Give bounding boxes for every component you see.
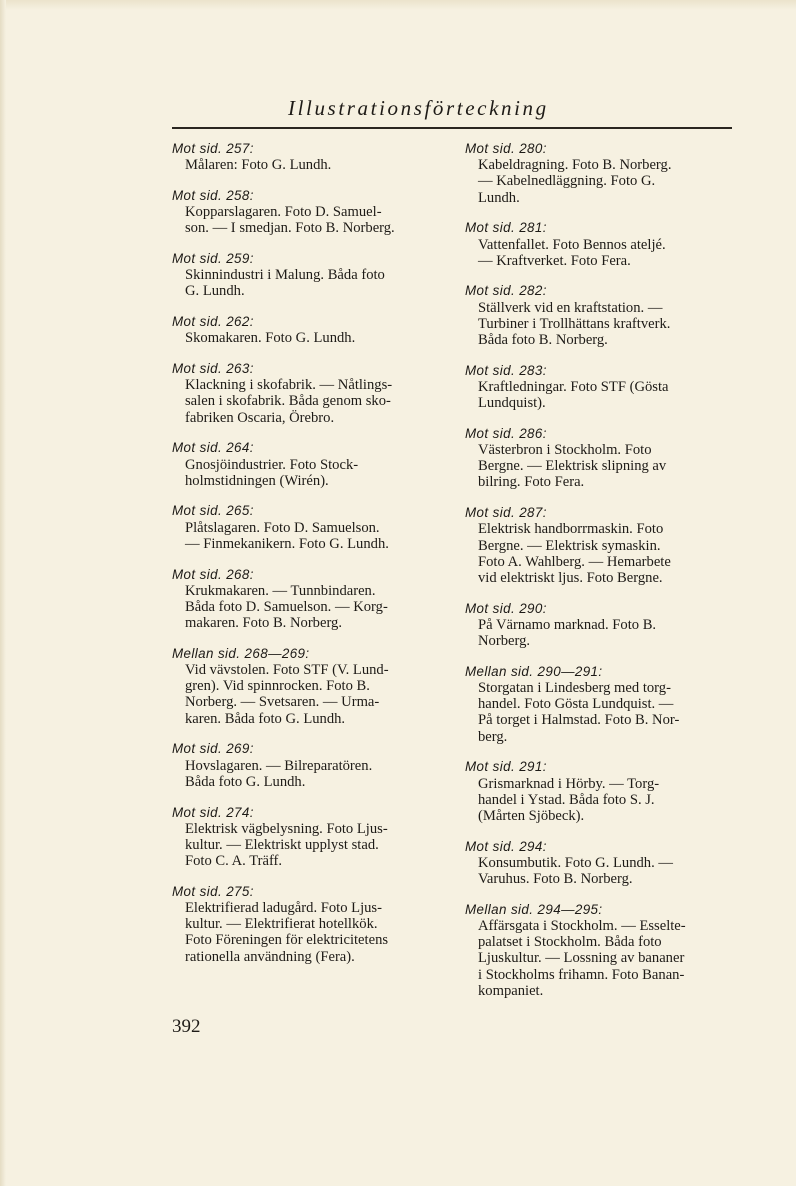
caption-line: Kabeldragning. Foto B. Norberg. [478,157,672,174]
caption-line: Båda foto G. Lundh. [185,773,306,790]
caption-line: fabriken Oscaria, Örebro. [185,409,335,426]
caption-line: Vid vävstolen. Foto STF (V. Lund- [185,662,389,679]
page-reference: Mot sid. 290: [465,600,547,616]
caption-line: Ställverk vid en kraftstation. — [478,299,663,316]
illustration-entry [172,314,442,346]
page-number: 392 [172,1016,201,1037]
illustration-entry [172,141,442,173]
page-reference: Mot sid. 263: [172,361,254,377]
page-reference: Mot sid. 286: [465,425,547,441]
page-reference: Mot sid. 274: [172,804,254,820]
illustration-entry [172,567,442,632]
caption-line: gren). Vid spinnrocken. Foto B. [185,678,370,695]
illustration-entry [172,503,442,552]
illustration-entry [465,902,733,999]
page-top-shadow [0,0,796,10]
caption-line: Bergne. — Elektrisk slipning av [478,458,667,475]
caption-line: vid elektriskt ljus. Foto Bergne. [478,569,663,586]
caption-line: Affärsgata i Stockholm. — Esselte- [478,917,686,934]
caption-line: Ljuskultur. — Lossning av bananer [478,950,685,967]
page-reference: Mot sid. 258: [172,187,254,203]
illustration-entry [465,363,733,412]
caption-line: Norberg. [478,633,531,650]
page-reference: Mot sid. 280: [465,141,547,156]
caption-line: kultur. — Elektrifierat hotellkök. [185,916,378,933]
caption-line: Plåtslagaren. Foto D. Samuelson. [185,519,380,536]
page-reference: Mot sid. 282: [465,283,547,299]
caption-line: — Kabelnedläggning. Foto G. [478,173,656,190]
page-reference: Mot sid. 283: [465,362,547,378]
caption-line: Storgatan i Lindesberg med torg- [478,679,671,696]
caption-line: Kraftledningar. Foto STF (Gösta [478,378,669,395]
caption-line: Klackning i skofabrik. — Nåtlings- [185,377,393,394]
caption-line: handel i Ystad. Båda foto S. J. [478,791,655,808]
caption-line: Hovslagaren. — Bilreparatören. [185,757,373,774]
caption-line: Lundh. [478,189,520,206]
caption-line: Varuhus. Foto B. Norberg. [478,871,633,888]
page-reference: Mellan sid. 294—295: [465,901,603,917]
illustration-entry [465,220,733,269]
caption-line: son. — I smedjan. Foto B. Norberg. [185,220,395,237]
caption-line: — Finmekanikern. Foto G. Lundh. [185,535,389,552]
caption-line: Skinnindustri i Malung. Båda foto [185,267,385,284]
page-reference: Mot sid. 281: [465,220,547,236]
caption-line: Västerbron i Stockholm. Foto [478,442,652,459]
page-reference: Mot sid. 294: [465,838,547,854]
caption-line: makaren. Foto B. Norberg. [185,615,342,632]
caption-line: Konsumbutik. Foto G. Lundh. — [478,854,673,871]
caption-line: Elektrifierad ladugård. Foto Ljus- [185,900,382,917]
caption-line: i Stockholms frihamn. Foto Banan- [478,966,685,983]
illustration-entry [172,805,442,870]
page-reference: Mellan sid. 290—291: [465,663,603,679]
caption-line: kultur. — Elektriskt upplyst stad. [185,836,379,853]
caption-line: holmstidningen (Wirén). [185,472,329,489]
caption-line: Målaren: Foto G. Lundh. [185,157,332,174]
caption-line: Lundquist). [478,395,546,412]
caption-line: Norberg. — Svetsaren. — Urma- [185,694,380,711]
caption-line: Kopparslagaren. Foto D. Samuel- [185,204,382,221]
illustration-entry [172,361,442,426]
caption-line: berg. [478,728,508,745]
caption-line: Gnosjöindustrier. Foto Stock- [185,456,359,473]
caption-line: — Kraftverket. Foto Fera. [478,252,631,269]
illustration-entry [172,646,442,727]
caption-line: Turbiner i Trollhättans kraftverk. [478,315,671,332]
caption-line: rationella användning (Fera). [185,948,355,965]
caption-line: Båda foto B. Norberg. [478,332,608,349]
illustration-entry [465,839,733,888]
caption-line: Skomakaren. Foto G. Lundh. [185,330,356,347]
page-edge-shadow [0,0,6,1186]
illustration-entry [172,884,442,965]
caption-line: Båda foto D. Samuelson. — Korg- [185,598,388,615]
caption-line: G. Lundh. [185,283,245,300]
page-reference: Mot sid. 257: [172,141,254,156]
right-column [465,141,733,1013]
page-reference: Mot sid. 262: [172,314,254,330]
page-reference: Mot sid. 265: [172,503,254,519]
page-reference: Mot sid. 259: [172,251,254,267]
illustration-entry [465,283,733,348]
illustration-entry [465,664,733,745]
caption-line: palatset i Stockholm. Båda foto [478,934,662,951]
running-header: Illustrationsförteckning [288,96,549,120]
page-reference: Mot sid. 275: [172,883,254,899]
caption-line: salen i skofabrik. Båda genom sko- [185,393,391,410]
illustration-entry [465,426,733,491]
illustration-entry [465,141,733,206]
illustration-entry [172,440,442,489]
caption-line: Elektrisk handborrmaskin. Foto [478,521,664,538]
caption-line: På torget i Halmstad. Foto B. Nor- [478,712,680,729]
caption-line: handel. Foto Gösta Lundquist. — [478,696,674,713]
caption-line: Vattenfallet. Foto Bennos ateljé. [478,236,666,253]
illustration-entry [465,601,733,650]
left-column [172,141,442,979]
page-reference: Mot sid. 264: [172,440,254,456]
header-rule [172,127,732,129]
caption-line: Grismarknad i Hörby. — Torg- [478,775,660,792]
caption-line: Foto A. Wahlberg. — Hemarbete [478,553,671,570]
caption-line: Bergne. — Elektrisk symaskin. [478,537,661,554]
page-reference: Mot sid. 287: [465,505,547,521]
caption-line: Elektrisk vägbelysning. Foto Ljus- [185,820,388,837]
page-reference: Mot sid. 291: [465,759,547,775]
caption-line: På Värnamo marknad. Foto B. [478,616,657,633]
caption-line: kompaniet. [478,982,544,999]
illustration-entry [172,188,442,237]
caption-line: Foto C. A. Träff. [185,853,283,870]
caption-line: (Mårten Sjöbeck). [478,807,585,824]
page-reference: Mot sid. 269: [172,741,254,757]
caption-line: bilring. Foto Fera. [478,474,585,491]
illustration-entry [172,741,442,790]
caption-line: karen. Båda foto G. Lundh. [185,710,346,727]
page-reference: Mellan sid. 268—269: [172,645,310,661]
caption-line: Krukmakaren. — Tunnbindaren. [185,582,376,599]
illustration-entry [172,251,442,300]
illustration-entry [465,505,733,586]
page-reference: Mot sid. 268: [172,566,254,582]
caption-line: Foto Föreningen för elektricitetens [185,932,389,949]
illustration-entry [465,759,733,824]
